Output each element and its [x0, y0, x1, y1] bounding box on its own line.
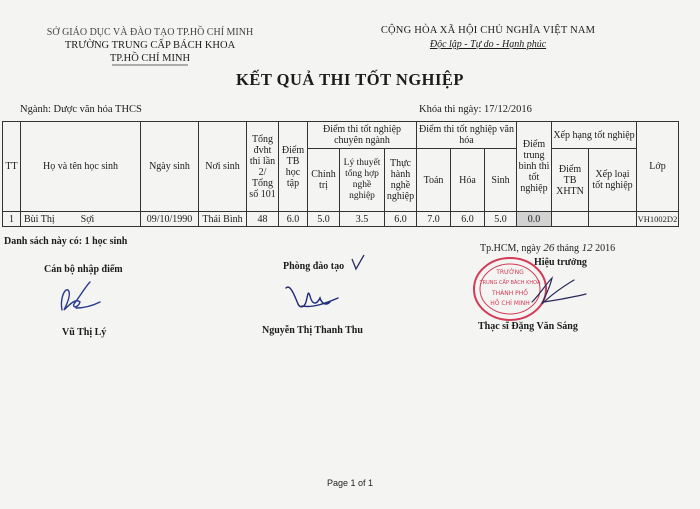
cell-chem: 6.0 [451, 212, 485, 227]
cell-name [21, 212, 141, 227]
header-math: Toán [417, 149, 451, 212]
entry-name: Vũ Thị Lý [62, 327, 107, 338]
stamp-word-4: HỒ CHÍ MINH [490, 300, 530, 307]
entry-role: Cán bộ nhập điểm [44, 264, 123, 275]
cell-rank-score [552, 212, 589, 227]
nation-motto: Độc lập - Tự do - Hạnh phúc [429, 39, 547, 50]
student-count: Danh sách này có: 1 học sinh [4, 236, 128, 247]
principal-name: Thạc sĩ Đặng Văn Sáng [478, 321, 578, 332]
cell-practice: 6.0 [385, 212, 417, 227]
cell-rank-class [589, 212, 637, 227]
header-politics: Chính trị [308, 149, 340, 212]
header-birthplace: Nơi sinh [199, 122, 247, 212]
cell-gpa: 6.0 [279, 212, 308, 227]
place-year: 2016 [595, 243, 616, 254]
exam-date: Khóa thi ngày: 17/12/2016 [419, 104, 532, 115]
cell-avg: 0.0 [517, 212, 552, 227]
cell-math: 7.0 [417, 212, 451, 227]
header-theory: Lý thuyết tổng hợp nghề nghiệp [340, 149, 385, 212]
place-day: 26 [543, 242, 555, 254]
table-row [3, 212, 679, 227]
cell-bio: 5.0 [485, 212, 517, 227]
cell-first-name: Sợi [80, 213, 95, 225]
nation-name: CỘNG HÒA XÃ HỘI CHỦ NGHĨA VIỆT NAM [380, 25, 596, 36]
cell-birthplace: Thái Bình [199, 212, 247, 227]
header-spec-group: Điểm thi tốt nghiệp chuyên ngành [308, 122, 417, 149]
header-gpa: Điểm TB học tập [279, 122, 308, 212]
principal-role: Hiệu trưởng [534, 257, 587, 268]
cell-last-name: Bùi Thị [24, 213, 55, 225]
header-chem: Hóa [451, 149, 485, 212]
header-rank-score: Điểm TB XHTN [552, 149, 589, 212]
header-rank-group: Xếp hạng tốt nghiệp [552, 122, 637, 149]
school-header [0, 26, 300, 65]
cell-dob: 09/10/1990 [141, 212, 199, 227]
page-title: KẾT QUẢ THI TỐT NGHIỆP [235, 70, 464, 89]
school-city: TP.HỒ CHÍ MINH [109, 53, 191, 64]
checkmark-icon [348, 253, 368, 273]
header-bio: Sinh [485, 149, 517, 212]
header-rank-class: Xếp loại tốt nghiệp [589, 149, 637, 212]
stamp-word-2: TRUNG CẤP BÁCH KHOA [479, 280, 541, 286]
cell-class: VH1002D2 [637, 212, 679, 227]
place-month: 12 [581, 242, 593, 254]
stamp-word-3: THÀNH PHỐ [491, 290, 529, 297]
training-name: Nguyễn Thị Thanh Thu [262, 325, 363, 336]
training-role: Phòng đào tạo [283, 261, 345, 272]
cell-theory: 3.5 [340, 212, 385, 227]
stamp-word-1: TRƯỜNG [496, 269, 524, 276]
header-avg: Điểm trung bình thi tốt nghiệp [517, 122, 552, 212]
page-footer: Page 1 of 1 [326, 478, 374, 488]
cell-politics: 5.0 [308, 212, 340, 227]
header-class: Lớp [637, 122, 679, 212]
principal-signature [530, 272, 590, 312]
cell-tt: 1 [3, 212, 21, 227]
cell-credits: 48 [247, 212, 279, 227]
nation-header [372, 24, 604, 52]
place-prefix: Tp.HCM, ngày [480, 243, 541, 254]
header-culture-group: Điểm thi tốt nghiệp văn hóa [417, 122, 517, 149]
header-tt: TT [3, 122, 21, 212]
training-signature [282, 280, 342, 314]
header-dob: Ngày sinh [141, 122, 199, 212]
major-label: Ngành: Dược văn hóa THCS [20, 104, 142, 115]
header-credits: Tổng đvht thi lần 2/ Tổng số 101 [247, 122, 279, 212]
place-date [480, 242, 615, 254]
results-table [2, 121, 679, 227]
place-month-label: tháng [556, 243, 580, 254]
school-name: TRƯỜNG TRUNG CẤP BÁCH KHOA [64, 40, 236, 51]
department-name: SỞ GIÁO DỤC VÀ ĐÀO TẠO TP.HỒ CHÍ MINH [46, 27, 254, 38]
header-practice: Thực hành nghề nghiệp [385, 149, 417, 212]
entry-signature [56, 278, 106, 318]
header-name: Họ và tên học sinh [21, 122, 141, 212]
